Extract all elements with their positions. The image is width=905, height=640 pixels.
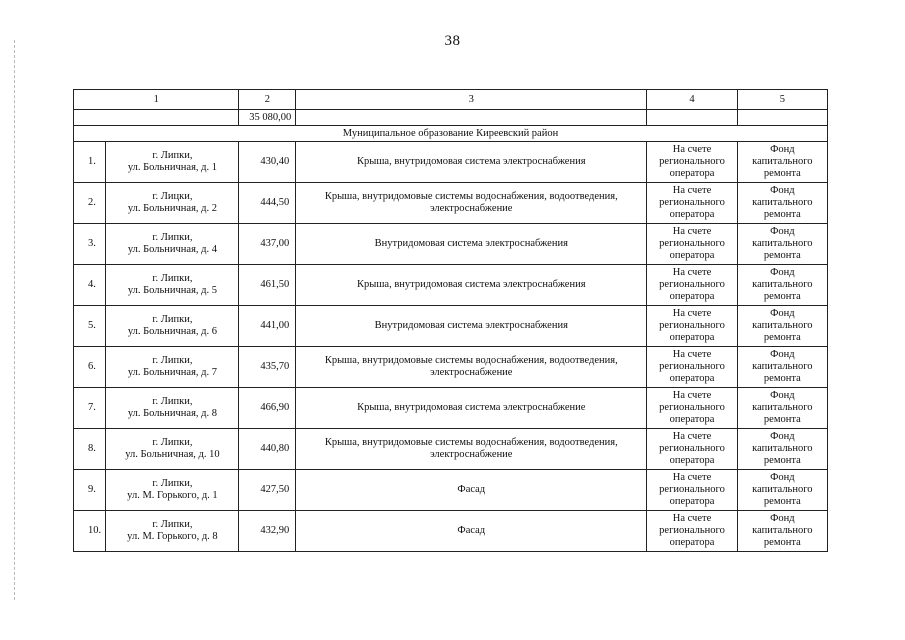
row-number: 8. [74, 429, 106, 470]
address-street: ул. Больничная, д. 5 [127, 285, 218, 296]
works-cell: Внутридомовая система электроснабжения [296, 306, 647, 347]
address-street: ул. М. Горького, д. 1 [127, 490, 218, 501]
works-cell: Крыша, внутридомовые системы водоснабжения, водоотведения, электроснабжение [296, 183, 647, 224]
table-row [74, 306, 828, 347]
address-street: ул. М. Горького, д. 8 [127, 531, 218, 542]
works-cell: Крыша, внутридомовая система электроснабжения [296, 142, 647, 183]
fund-cell: Фонд капитального ремонта [737, 470, 827, 511]
column-number-3: 3 [296, 90, 647, 110]
address-city: г. Липки, [152, 355, 193, 366]
address-street: ул. Больничная, д. 2 [127, 203, 218, 214]
row-number: 10. [74, 511, 106, 552]
table-row [74, 511, 828, 552]
address-street: ул. Больничная, д. 1 [127, 162, 218, 173]
row-number: 3. [74, 224, 106, 265]
margin-rule [14, 40, 15, 600]
address-city: г. Липки, [152, 232, 193, 243]
address-cell [106, 429, 239, 470]
row-number: 1. [74, 142, 106, 183]
fund-cell: Фонд капитального ремонта [737, 183, 827, 224]
column-number-5: 5 [737, 90, 827, 110]
address-cell [106, 347, 239, 388]
total-area: 35 080,00 [239, 110, 296, 126]
account-cell: На счете регионального оператора [647, 306, 737, 347]
address-cell [106, 265, 239, 306]
fund-cell: Фонд капитального ремонта [737, 511, 827, 552]
area-cell: 430,40 [239, 142, 296, 183]
area-cell: 441,00 [239, 306, 296, 347]
table-row [74, 347, 828, 388]
fund-cell: Фонд капитального ремонта [737, 347, 827, 388]
fund-cell: Фонд капитального ремонта [737, 388, 827, 429]
table-row [74, 470, 828, 511]
area-cell: 444,50 [239, 183, 296, 224]
works-cell: Крыша, внутридомовая система электроснабжения [296, 265, 647, 306]
total-empty-cell [296, 110, 647, 126]
address-city: г. Липки, [152, 396, 193, 407]
fund-cell: Фонд капитального ремонта [737, 306, 827, 347]
page-number: 38 [444, 33, 461, 49]
account-cell: На счете регионального оператора [647, 511, 737, 552]
row-number: 4. [74, 265, 106, 306]
municipality-row [74, 126, 828, 142]
works-cell: Крыша, внутридомовые системы водоснабжения, водоотведения, электроснабжение [296, 347, 647, 388]
column-number-row [74, 90, 828, 110]
total-empty-cell [74, 110, 239, 126]
area-cell: 437,00 [239, 224, 296, 265]
area-cell: 427,50 [239, 470, 296, 511]
address-cell [106, 511, 239, 552]
address-street: ул. Больничная, д. 8 [127, 408, 218, 419]
address-street: ул. Больничная, д. 10 [125, 449, 220, 460]
works-cell: Фасад [296, 511, 647, 552]
address-cell [106, 306, 239, 347]
address-city: г. Липки, [152, 273, 193, 284]
area-cell: 440,80 [239, 429, 296, 470]
row-number: 7. [74, 388, 106, 429]
account-cell: На счете регионального оператора [647, 183, 737, 224]
table-row [74, 265, 828, 306]
table-row [74, 388, 828, 429]
column-number-4: 4 [647, 90, 737, 110]
row-number: 9. [74, 470, 106, 511]
address-city: г. Липки, [152, 519, 193, 530]
row-number: 2. [74, 183, 106, 224]
row-number: 6. [74, 347, 106, 388]
address-street: ул. Больничная, д. 4 [127, 244, 218, 255]
account-cell: На счете регионального оператора [647, 388, 737, 429]
area-cell: 461,50 [239, 265, 296, 306]
address-city: г. Липки, [152, 314, 193, 325]
total-empty-cell [737, 110, 827, 126]
works-cell: Внутридомовая система электроснабжения [296, 224, 647, 265]
table-row [74, 224, 828, 265]
municipality-title: Муниципальное образование Киреевский район [74, 126, 828, 142]
address-city: г. Лицки, [152, 191, 193, 202]
account-cell: На счете регионального оператора [647, 224, 737, 265]
total-row [74, 110, 828, 126]
fund-cell: Фонд капитального ремонта [737, 224, 827, 265]
address-city: г. Липки, [152, 478, 193, 489]
address-cell [106, 470, 239, 511]
area-cell: 435,70 [239, 347, 296, 388]
column-number-2: 2 [239, 90, 296, 110]
address-cell [106, 142, 239, 183]
row-number: 5. [74, 306, 106, 347]
area-cell: 432,90 [239, 511, 296, 552]
account-cell: На счете регионального оператора [647, 142, 737, 183]
fund-cell: Фонд капитального ремонта [737, 429, 827, 470]
column-number-1: 1 [74, 90, 239, 110]
table-row [74, 183, 828, 224]
address-cell [106, 183, 239, 224]
total-empty-cell [647, 110, 737, 126]
repair-register-table [73, 89, 828, 552]
address-cell [106, 388, 239, 429]
address-street: ул. Больничная, д. 6 [127, 326, 218, 337]
works-cell: Крыша, внутридомовые системы водоснабжения, водоотведения, электроснабжение [296, 429, 647, 470]
works-cell: Крыша, внутридомовая система электроснабжение [296, 388, 647, 429]
account-cell: На счете регионального оператора [647, 265, 737, 306]
fund-cell: Фонд капитального ремонта [737, 265, 827, 306]
table-row [74, 142, 828, 183]
table-row [74, 429, 828, 470]
account-cell: На счете регионального оператора [647, 347, 737, 388]
address-city: г. Липки, [152, 150, 193, 161]
area-cell: 466,90 [239, 388, 296, 429]
address-street: ул. Больничная, д. 7 [127, 367, 218, 378]
account-cell: На счете регионального оператора [647, 429, 737, 470]
address-cell [106, 224, 239, 265]
address-city: г. Липки, [152, 437, 193, 448]
fund-cell: Фонд капитального ремонта [737, 142, 827, 183]
works-cell: Фасад [296, 470, 647, 511]
account-cell: На счете регионального оператора [647, 470, 737, 511]
